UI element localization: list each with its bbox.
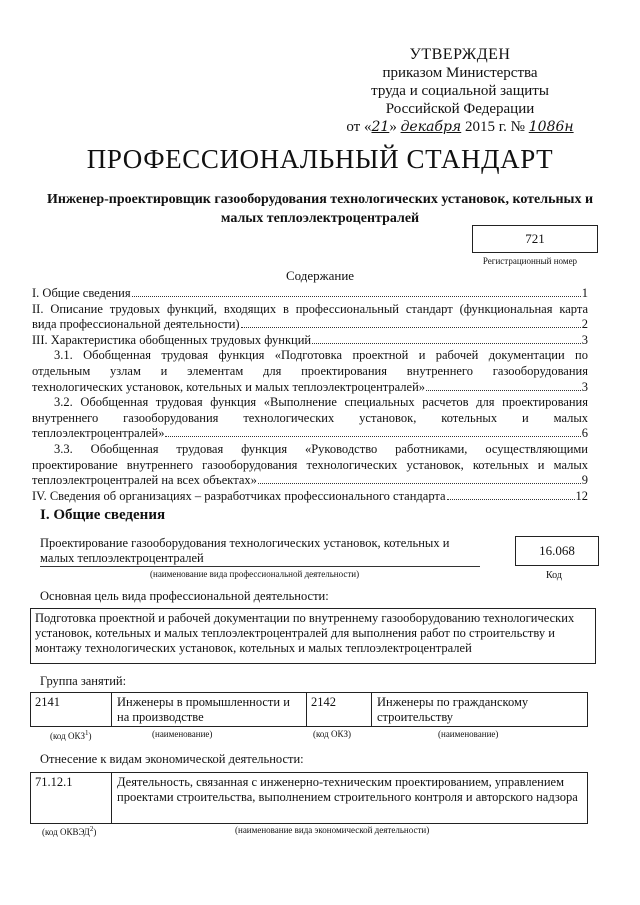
occupations-table xyxy=(30,692,588,727)
handwritten-day: 21 xyxy=(371,119,390,135)
toc-entry-label: вида профессиональной деятельности) xyxy=(32,317,240,332)
okved-name: Деятельность, связанная с инженерно-техническим проектированием, управлением проектами строительства, выполнением строительного контроля и авторского надзора xyxy=(117,775,578,804)
name-caption-2: (наименование) xyxy=(438,729,499,739)
okved-table xyxy=(30,772,588,824)
okz-caption-1: (код ОКЗ$^1$) xyxy=(50,729,92,741)
occupation-name: Инженеры по гражданскому строительству xyxy=(377,695,529,724)
toc-entry-label: теплоэлектроцентралей» xyxy=(32,426,165,441)
approval-line-2: труда и социальной защиты xyxy=(371,83,549,99)
activity-caption: (наименование вида профессиональной деятельности) xyxy=(150,569,360,579)
toc-page-number: 1 xyxy=(581,286,588,300)
goal-text-box: Подготовка проектной и рабочей документации по внутреннему газооборудованию технологических установок, котельных и малых теплоэлектроцентралей для выполнения работ по строительству и монтажу технологических установок, котельных и малых теплоэлектроцентралей xyxy=(30,608,596,664)
goal-label: Основная цель вида профессиональной деятельности: xyxy=(40,589,329,603)
approval-block xyxy=(330,46,590,136)
handwritten-month: декабря xyxy=(400,119,462,135)
handwritten-order-number: 1086н xyxy=(528,119,574,135)
name-caption-1: (наименование) xyxy=(152,729,213,739)
okved-label: Отнесение к видам экономической деятельности: xyxy=(40,752,304,766)
toc-entry-label: IV. Сведения об организациях – разработчиках профессионального стандарта xyxy=(32,488,446,503)
toc-entry-label: проектирование внутреннего газооборудования технологических установок, котельных и малых xyxy=(32,457,588,472)
toc-page-number: 3 xyxy=(581,379,588,394)
toc-entry-3[interactable] xyxy=(32,333,588,349)
toc-leader-dots xyxy=(426,390,581,391)
toc-entry-label: 3.1. Обобщенная трудовая функция «Подготовка проектной и рабочей документации по xyxy=(54,348,588,363)
approval-line-3: Российской Федерации xyxy=(385,101,535,117)
toc-leader-dots xyxy=(132,296,581,297)
toc-leader-dots xyxy=(312,343,581,344)
toc-entry-1[interactable] xyxy=(32,286,588,302)
toc-entry-3-2[interactable] xyxy=(32,395,588,442)
toc-page-number: 12 xyxy=(575,488,588,503)
toc-heading: Содержание xyxy=(285,268,355,283)
toc-page-number: 2 xyxy=(581,317,588,332)
toc-page-number: 6 xyxy=(581,426,588,441)
okz-caption-2: (код ОКЗ) xyxy=(313,729,351,739)
toc-leader-dots xyxy=(258,483,581,484)
code-caption: Код xyxy=(546,570,562,581)
standard-subtitle: Инженер-проектировщик газооборудования технологических установок, котельных и малых теплоэлектроцентралей xyxy=(46,192,594,226)
okved-caption: (код ОКВЭД$^2$) xyxy=(42,825,97,837)
approval-title: УТВЕРЖДЕН xyxy=(409,46,511,63)
date-prefix: от « xyxy=(346,119,372,135)
toc-entry-label: 3.3. Обобщенная трудовая функция «Руководство работниками, осуществляющими xyxy=(54,441,588,456)
toc-entry-2[interactable] xyxy=(32,302,588,333)
occupations-label: Группа занятий: xyxy=(40,674,127,688)
date-year: 2015 г. № xyxy=(461,119,525,135)
toc-entry-label: 3.2. Обобщенная трудовая функция «Выполнение специальных расчетов для проектирования xyxy=(54,395,588,410)
toc-entry-3-1[interactable] xyxy=(32,348,588,395)
toc-entry-label: отдельным узлам и элементам для проектирования внутреннего газооборудования xyxy=(32,363,588,378)
approval-date-line xyxy=(330,118,590,136)
toc-page-number: 9 xyxy=(581,473,588,488)
registration-number-box: 721 xyxy=(472,225,598,253)
registration-number-label: Регистрационный номер xyxy=(482,256,578,266)
page-title: ПРОФЕССИОНАЛЬНЫЙ СТАНДАРТ xyxy=(86,144,554,174)
section-heading: I. Общие сведения xyxy=(40,507,166,523)
occupation-code: 2142 xyxy=(311,695,336,709)
toc-entry-label: внутреннего газооборудования технологических установок, котельных и малых xyxy=(32,410,588,425)
activity-name: Проектирование газооборудования технологических установок, котельных и малых теплоэлектроцентралей xyxy=(40,536,450,565)
occupation-code: 2141 xyxy=(35,695,60,709)
date-mid: » xyxy=(389,119,401,135)
toc-entry-label: теплоэлектроцентралей на всех объектах» xyxy=(32,473,257,488)
toc-entry-3-3[interactable] xyxy=(32,442,588,489)
toc-entry-4[interactable] xyxy=(32,489,588,505)
okved-code: 71.12.1 xyxy=(35,775,73,789)
toc-entry-label: I. Общие сведения xyxy=(32,286,131,300)
toc-leader-dots xyxy=(447,499,575,500)
activity-code-box: 16.068 xyxy=(515,536,599,566)
toc-page-number: 3 xyxy=(581,332,588,347)
occupation-name: Инженеры в промышленности и на производстве xyxy=(117,695,290,724)
table-of-contents xyxy=(32,286,588,504)
toc-leader-dots xyxy=(165,436,580,437)
toc-leader-dots xyxy=(241,327,581,328)
toc-entry-label: технологических установок, котельных и малых теплоэлектроцентралей» xyxy=(32,379,426,394)
activity-underline xyxy=(40,566,480,567)
toc-entry-label: III. Характеристика обобщенных трудовых функций xyxy=(32,332,312,347)
okved-name-caption: (наименование вида экономической деятельности) xyxy=(235,825,430,835)
approval-line-1: приказом Министерства xyxy=(382,65,538,81)
toc-entry-label: II. Описание трудовых функций, входящих в профессиональный стандарт (функциональная карта xyxy=(32,301,588,316)
